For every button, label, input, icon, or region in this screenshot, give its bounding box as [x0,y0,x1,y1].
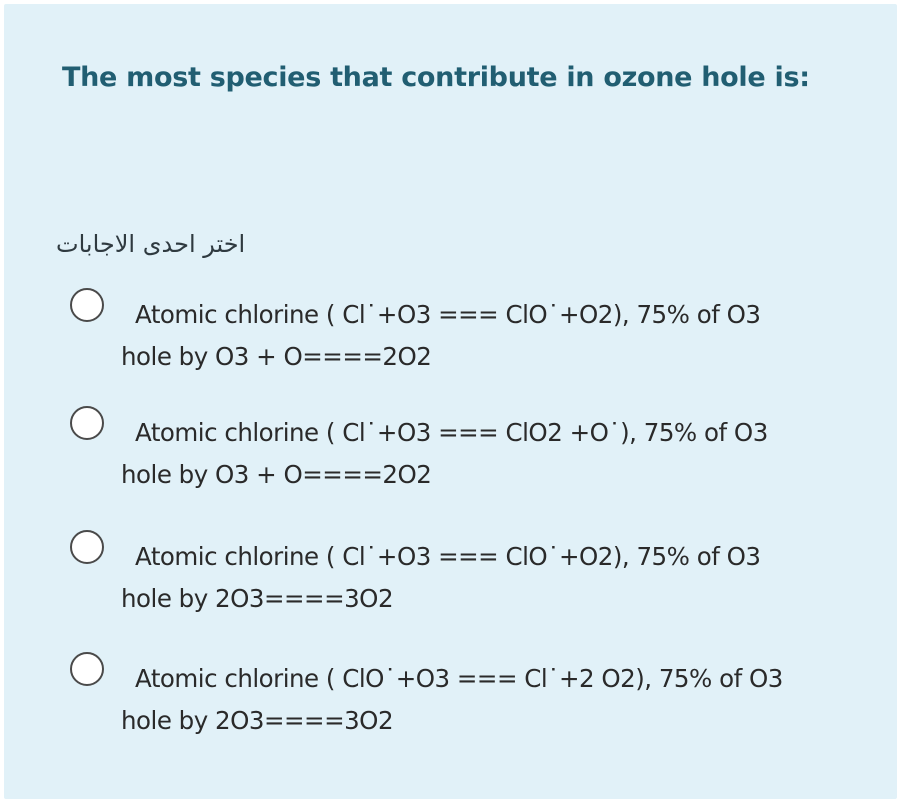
answer-option-label[interactable] [121,412,866,496]
answer-option-line2: hole by 2O3====3O2 [121,706,394,735]
answer-option-line1: Atomic chlorine ( Cl˙+O3 === ClO˙+O2), 75% of O3 [135,300,761,329]
question-card [4,4,897,799]
radio-button-option-4[interactable] [70,652,104,686]
answer-option-2[interactable] [66,406,866,496]
question-text: The most species that contribute in ozone hole is: [62,62,810,93]
answer-option-4[interactable] [66,652,866,742]
answer-option-line1: Atomic chlorine ( ClO˙+O3 === Cl˙+2 O2), 75% of O3 [135,664,783,693]
answer-option-label[interactable] [121,294,866,378]
instruction-text: اختر احدى الاجابات [56,230,246,258]
answer-option-line1: Atomic chlorine ( Cl˙+O3 === ClO2 +O˙), 75% of O3 [135,418,768,447]
radio-button-option-3[interactable] [70,530,104,564]
answer-option-line2: hole by 2O3====3O2 [121,584,394,613]
answer-option-label[interactable] [121,536,866,620]
answer-option-line2: hole by O3 + O====2O2 [121,342,432,371]
answer-option-1[interactable] [66,288,866,378]
answer-option-line1: Atomic chlorine ( Cl˙+O3 === ClO˙+O2), 75% of O3 [135,542,761,571]
radio-button-option-1[interactable] [70,288,104,322]
answer-option-label[interactable] [121,658,866,742]
answer-option-3[interactable] [66,530,866,620]
answer-options [4,4,897,799]
answer-option-line2: hole by O3 + O====2O2 [121,460,432,489]
radio-button-option-2[interactable] [70,406,104,440]
